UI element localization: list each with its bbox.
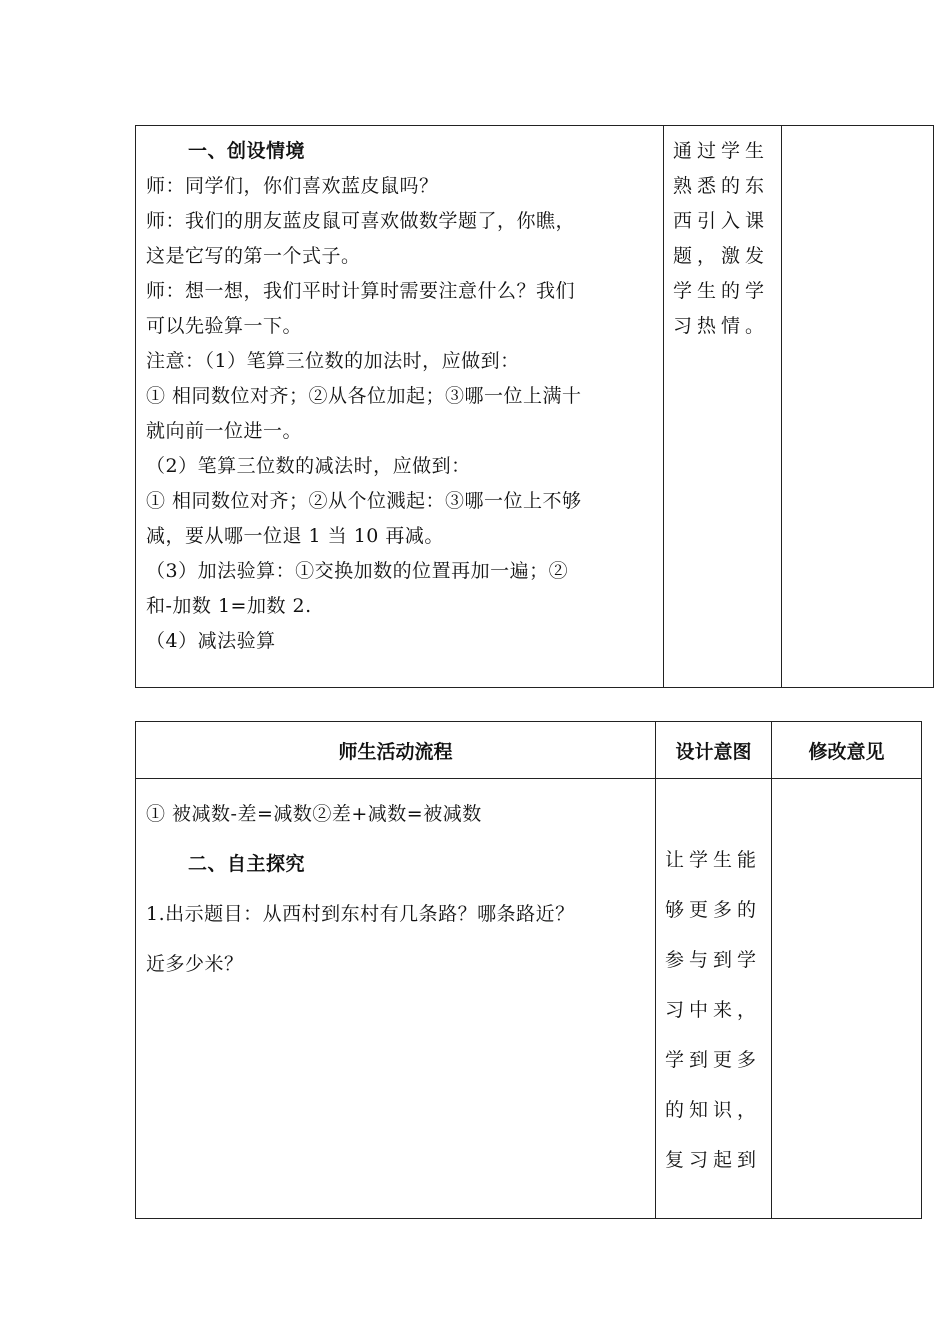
text-line: 通过学生 xyxy=(673,140,770,162)
text-line: 让学生能 xyxy=(665,849,762,871)
text-line: 和-加数 1=加数 2. xyxy=(146,595,312,617)
text-line: （3）加法验算：①交换加数的位置再加一遍；② xyxy=(146,560,569,582)
design-intent-cell xyxy=(656,779,772,1219)
activity-flow-cell xyxy=(136,126,664,688)
text-line: 师：同学们，你们喜欢蓝皮鼠吗？ xyxy=(146,175,439,197)
text-line: 学生的学 xyxy=(673,280,770,302)
text-line: 习中来， xyxy=(665,999,762,1021)
text-line: （4）减法验算 xyxy=(146,630,276,652)
section-heading: 二、自主探究 xyxy=(188,853,306,875)
column-header-activity: 师生活动流程 xyxy=(136,722,656,779)
text-line: 注意：（1）笔算三位数的加法时，应做到： xyxy=(146,350,520,372)
text-line: ① 相同数位对齐；②从各位加起；③哪一位上满十 xyxy=(146,385,582,407)
text-line: 近多少米？ xyxy=(146,953,244,975)
text-line: 学到更多 xyxy=(665,1049,762,1071)
text-line: 这是它写的第一个式子。 xyxy=(146,245,361,267)
text-line: 减，要从哪一位退 1 当 10 再减。 xyxy=(146,525,444,547)
column-header-revision: 修改意见 xyxy=(772,722,922,779)
text-line: ① 相同数位对齐；②从个位溅起：③哪一位上不够 xyxy=(146,490,582,512)
text-line: 师：我们的朋友蓝皮鼠可喜欢做数学题了，你瞧， xyxy=(146,210,576,232)
lesson-table-2 xyxy=(135,721,922,1219)
revision-cell xyxy=(772,779,922,1219)
text-line: 师：想一想，我们平时计算时需要注意什么？我们 xyxy=(146,280,576,302)
text-line: 复习起到 xyxy=(665,1149,762,1171)
table-row xyxy=(136,126,934,688)
text-line: 的知识， xyxy=(665,1099,762,1121)
section-heading: 一、创设情境 xyxy=(188,140,306,162)
text-line: 西引入课 xyxy=(673,210,770,232)
text-line: 就向前一位进一。 xyxy=(146,420,303,442)
design-intent-cell xyxy=(664,126,782,688)
text-line: 熟悉的东 xyxy=(673,175,770,197)
text-line: 1.出示题目：从西村到东村有几条路？哪条路近？ xyxy=(146,903,575,925)
lesson-table-1 xyxy=(135,125,934,688)
table-row xyxy=(136,779,922,1219)
text-line: 题，激发 xyxy=(673,245,770,267)
text-line: 参与到学 xyxy=(665,949,762,971)
text-line: （2）笔算三位数的减法时，应做到： xyxy=(146,455,471,477)
text-line: 够更多的 xyxy=(665,899,762,921)
text-line: ① 被减数-差=减数②差+减数=被减数 xyxy=(146,803,482,825)
activity-flow-cell xyxy=(136,779,656,1219)
text-line: 习热情。 xyxy=(673,315,770,337)
revision-cell xyxy=(782,126,934,688)
column-header-intent: 设计意图 xyxy=(656,722,772,779)
text-line: 可以先验算一下。 xyxy=(146,315,303,337)
header-row xyxy=(136,722,922,779)
